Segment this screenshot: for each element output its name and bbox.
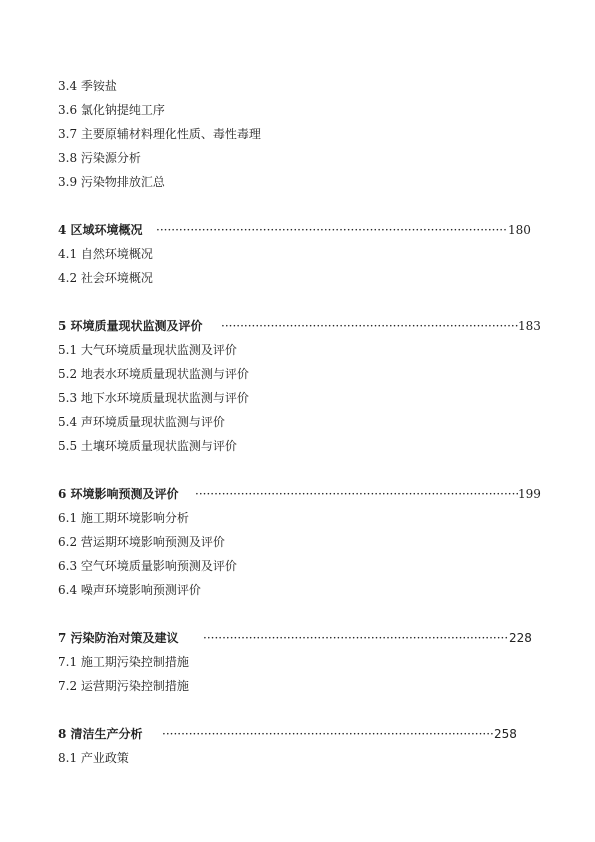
toc-entry-3-4[interactable]: 3.4 季铵盐 [58,79,117,93]
toc-chapter-6[interactable] [58,486,541,502]
toc-page-number: 199 [518,487,541,501]
toc-page-number: 183 [518,319,541,333]
toc-leader-dots [156,222,508,238]
toc-entry-3-7[interactable]: 3.7 主要原辅材料理化性质、毒性毒理 [58,127,261,141]
toc-chapter-title: 8 清洁生产分析 [58,727,143,741]
toc-leader-dots [195,486,518,502]
toc-entry-6-1[interactable]: 6.1 施工期环境影响分析 [58,511,189,525]
toc-entry-8-1[interactable]: 8.1 产业政策 [58,751,129,765]
toc-entry-3-8[interactable]: 3.8 污染源分析 [58,151,141,165]
toc-entry-4-2[interactable]: 4.2 社会环境概况 [58,271,153,285]
toc-leader-dots [203,630,508,646]
toc-entry-6-3[interactable]: 6.3 空气环境质量影响预测及评价 [58,559,237,573]
toc-entry-7-1[interactable]: 7.1 施工期污染控制措施 [58,655,189,669]
toc-leader-dots [162,726,493,742]
toc-entry-3-9[interactable]: 3.9 污染物排放汇总 [58,175,165,189]
toc-page-number: 258 [494,727,517,741]
toc-chapter-4[interactable] [58,222,531,238]
toc-leader-dots [221,318,518,334]
toc-chapter-8[interactable] [58,726,518,742]
toc-entry-5-4[interactable]: 5.4 声环境质量现状监测与评价 [58,415,225,429]
toc-entry-7-2[interactable]: 7.2 运营期污染控制措施 [58,679,189,693]
toc-entry-5-3[interactable]: 5.3 地下水环境质量现状监测与评价 [58,391,249,405]
toc-chapter-5[interactable] [58,318,541,334]
toc-page-number: 228 [509,631,532,645]
toc-chapter-title: 5 环境质量现状监测及评价 [58,319,203,333]
toc-entry-6-2[interactable]: 6.2 营运期环境影响预测及评价 [58,535,225,549]
toc-entry-6-4[interactable]: 6.4 噪声环境影响预测评价 [58,583,201,597]
toc-entry-3-6[interactable]: 3.6 氯化钠提纯工序 [58,103,165,117]
toc-entry-5-1[interactable]: 5.1 大气环境质量现状监测及评价 [58,343,237,357]
toc-page-number: 180 [508,223,531,237]
toc-chapter-title: 7 污染防治对策及建议 [58,631,179,645]
toc-chapter-title: 6 环境影响预测及评价 [58,487,179,501]
toc-entry-5-5[interactable]: 5.5 土壤环境质量现状监测与评价 [58,439,237,453]
toc-entry-4-1[interactable]: 4.1 自然环境概况 [58,247,153,261]
toc-chapter-title: 4 区域环境概况 [58,223,143,237]
toc-entry-5-2[interactable]: 5.2 地表水环境质量现状监测与评价 [58,367,249,381]
toc-chapter-7[interactable] [58,630,536,646]
